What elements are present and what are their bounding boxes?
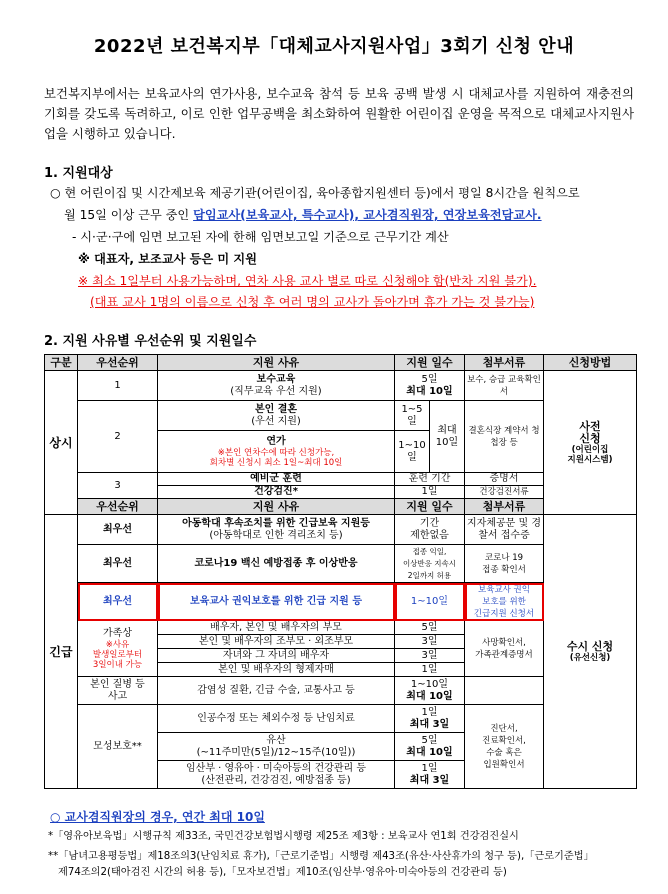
- method-line: (어린이집: [571, 444, 609, 455]
- docs-cell: 건강검진서류: [465, 486, 544, 499]
- days-cell: [395, 371, 465, 401]
- reason-main: 아동학대 후속조치를 위한 긴급보육 지원등: [182, 517, 370, 529]
- section1-sub3: ※ 최소 1일부터 사용가능하며, 연차 사용 교사 별로 따로 신청해야 함(반차 지원 불가).: [78, 274, 537, 288]
- days-cell: 훈련 기간: [395, 473, 465, 486]
- header-docs: 첨부서류: [465, 499, 544, 515]
- reason-sub: (직무교육 우선 지원): [230, 385, 322, 397]
- docs-cell: 지자체공문 및 경찰서 접수증: [465, 515, 544, 545]
- illness-line: 사고: [107, 690, 128, 702]
- days-cell: 1~10일: [395, 431, 430, 473]
- header-days: 지원 일수: [395, 499, 465, 515]
- priority-cell: 최우선: [78, 583, 158, 621]
- header-category: 구분: [45, 355, 78, 371]
- reason-main: 본인 결혼: [254, 403, 298, 415]
- reason-main: 연가: [266, 435, 286, 447]
- table-row: [45, 515, 637, 545]
- family-note: ※사유: [105, 639, 130, 650]
- docs-cell: [465, 545, 544, 583]
- days-max: 최대 10일: [406, 746, 453, 758]
- family-note: 3일이내 가능: [92, 659, 143, 670]
- days-main: 1일: [421, 706, 438, 718]
- reason-cell: [158, 431, 395, 473]
- reason-cell: 인공수정 또는 체외수정 등 난임치료: [158, 705, 395, 733]
- reason-cell: 코로나19 백신 예방접종 후 이상반응: [158, 545, 395, 583]
- table-header-row: [45, 355, 637, 371]
- method-regular: [544, 371, 637, 515]
- docs-line: 보육교사 권익: [478, 584, 530, 595]
- footnote-3: 제74조의2(태아검진 시간의 허용 등),「모자보건법」제10조(임산부·영유아·미숙아등의 건강관리 등): [58, 867, 507, 878]
- table-row: [45, 371, 637, 401]
- docs-cell-empty: [465, 677, 544, 705]
- days-line: 기간: [419, 517, 440, 529]
- reason-cell: 본인 및 배우자의 조부모 · 외조부모: [158, 635, 395, 649]
- days-max: 최대 10일: [406, 690, 453, 702]
- eligible-teachers-highlight: 담임교사(보육교사, 특수교사), 교사겸직원장, 연장보육전담교사.: [193, 208, 542, 222]
- docs-cell: 보수, 승급 교육확인서: [465, 371, 544, 401]
- docs-cell: [465, 621, 544, 677]
- header-days: 지원 일수: [395, 355, 465, 371]
- days-cell: [395, 515, 465, 545]
- days-cell: 1일: [395, 486, 465, 499]
- reason-cell: 건강검진*: [158, 486, 395, 499]
- section1-sub2: ※ 대표자, 보조교사 등은 미 지원: [78, 252, 257, 266]
- reason-cell: 감염성 질환, 긴급 수술, 교통사고 등: [158, 677, 395, 705]
- method-line: 사전: [579, 419, 601, 433]
- header-priority: 우선순위: [78, 355, 158, 371]
- reason-cell: 보육교사 권익보호를 위한 긴급 지원 등: [158, 583, 395, 621]
- days-max-line: 10일: [435, 436, 459, 448]
- family-line: 가족상: [103, 627, 132, 639]
- section1-bullet-a: ○ 현 어린이집 및 시간제보육 제공기관(어린이집, 육아종합지원센터 등)에서 평일 8시간을 원칙으로: [50, 186, 580, 200]
- method-urgent: [544, 515, 637, 789]
- method-line: (유선신청): [569, 652, 611, 663]
- days-line: 제한없음: [410, 529, 449, 541]
- docs-line: 입원확인서: [483, 759, 525, 770]
- reason-sub: (산전관리, 건강검진, 예방접종 등): [201, 774, 351, 786]
- section1-heading: 1. 지원대상: [44, 166, 113, 181]
- days-line: 이상반응 지속시: [402, 558, 457, 568]
- reason-sub: (~11주미만(5일)/12~15주(10일)): [196, 746, 356, 758]
- category-regular: 상시: [45, 371, 78, 515]
- intro-paragraph: 보건복지부에서는 보육교사의 연가사용, 보수교육 참석 등 보육 공백 발생 시 대체교사를 지원하여 재충전의 기회를 갖도록 독려하고, 이로 인한 업무공백을 최소화하여 원활한 어린이집 운영을 목적으로 대체교사지원사업을 시행하고 있습니다.: [44, 86, 634, 141]
- docs-line: 가족관계증명서: [475, 649, 533, 660]
- maternity-cell: 모성보호**: [78, 705, 158, 789]
- reason-note: 회차별 신청시 최소 1일~최대 10일: [209, 457, 343, 468]
- priority-cell: 2: [78, 401, 158, 473]
- support-table: [44, 354, 637, 789]
- reason-cell: [158, 401, 395, 431]
- docs-line: 진단서,: [490, 723, 518, 734]
- section1-sub1: - 시·군·구에 임면 보고된 자에 한해 임면보고일 기준으로 근무기간 계산: [72, 230, 449, 244]
- illness-line: 본인 질병 등: [90, 678, 145, 690]
- docs-line: 수술 혹은: [486, 747, 522, 758]
- days-main: 5일: [421, 373, 438, 385]
- page-title: 2022년 보건복지부「대체교사지원사업」3회기 신청 안내: [93, 36, 575, 57]
- days-cell: 3일: [395, 635, 465, 649]
- days-cell: 1~5일: [395, 401, 430, 431]
- days-cell: 1일: [395, 663, 465, 677]
- docs-cell: [465, 705, 544, 789]
- reason-note: ※본인 연차수에 따라 신청가능,: [217, 447, 335, 458]
- days-main: 1일: [421, 762, 438, 774]
- category-urgent: 긴급: [45, 515, 78, 789]
- docs-line: 사망확인서,: [482, 637, 526, 648]
- days-cell: [395, 761, 465, 789]
- method-line: 지원시스템): [567, 454, 613, 465]
- days-cell: [395, 705, 465, 733]
- reason-cell: [158, 733, 395, 761]
- days-cell: [395, 677, 465, 705]
- days-line: 접종 익일,: [412, 546, 447, 556]
- docs-line: 진료확인서,: [482, 735, 526, 746]
- days-main: 5일: [421, 734, 438, 746]
- header-reason: 지원 사유: [158, 499, 395, 515]
- family-cell: [78, 621, 158, 677]
- reason-sub: (아동학대로 인한 격리조치 등): [209, 529, 343, 541]
- docs-cell: [465, 583, 544, 621]
- days-max-cell: [430, 401, 465, 473]
- days-max: 최대 10일: [406, 385, 453, 397]
- days-cell: 3일: [395, 649, 465, 663]
- header-docs: 첨부서류: [465, 355, 544, 371]
- priority-cell: 3: [78, 473, 158, 499]
- reason-main: 유산: [266, 734, 286, 746]
- footnote-1: *「영유아보육법」시행규칙 제33조, 국민건강보험법시행령 제25조 제3항 : 보육교사 연1회 건강검진실시: [48, 831, 519, 842]
- reason-cell: [158, 515, 395, 545]
- footnote-2: **「남녀고용평등법」제18조의3(난임치료 휴가),「근로기준법」시행령 제43조(유산·사산휴가의 청구 등),「근로기준법」: [48, 851, 594, 862]
- reason-cell: 배우자, 본인 및 배우자의 부모: [158, 621, 395, 635]
- illness-cell: [78, 677, 158, 705]
- reason-cell: 예비군 훈련: [158, 473, 395, 486]
- reason-main: 임산부 · 영유아 · 미숙아등의 건강관리 등: [186, 762, 366, 774]
- days-line: 2일까지 허용: [407, 570, 452, 580]
- section1-bullet-b-prefix: 월 15일 이상 근무 중인: [64, 208, 194, 222]
- section2-heading: 2. 지원 사유별 우선순위 및 지원일수: [44, 334, 257, 349]
- section1-bullet-b: [64, 205, 542, 225]
- section1-sub4: (대표 교사 1명의 이름으로 신청 후 여러 명의 교사가 돌아가며 휴가 가는 것 불가능): [90, 295, 535, 309]
- days-max-line: 최대: [437, 424, 457, 436]
- reason-cell: [158, 761, 395, 789]
- priority-cell: 최우선: [78, 545, 158, 583]
- reason-cell: 자녀와 그 자녀의 배우자: [158, 649, 395, 663]
- reason-cell: [158, 371, 395, 401]
- reason-sub: (우선 지원): [251, 415, 301, 427]
- reason-main: 보수교육: [256, 373, 296, 385]
- days-main: 1~10일: [410, 678, 449, 690]
- family-note: 발생일로부터: [92, 649, 143, 660]
- reason-cell: 본인 및 배우자의 형제자매: [158, 663, 395, 677]
- docs-line: 보호를 위한: [482, 596, 526, 607]
- days-max: 최대 3일: [409, 718, 450, 730]
- docs-cell: 증명서: [465, 473, 544, 486]
- days-max: 최대 3일: [409, 774, 450, 786]
- priority-cell: 최우선: [78, 515, 158, 545]
- header-reason: 지원 사유: [158, 355, 395, 371]
- days-cell: [395, 545, 465, 583]
- days-cell: [395, 733, 465, 761]
- docs-cell: 결혼식장 계약서 청첩장 등: [465, 401, 544, 473]
- docs-line: 긴급지원 신청서: [473, 608, 535, 619]
- days-cell: 5일: [395, 621, 465, 635]
- days-cell: 1~10일: [395, 583, 465, 621]
- priority-cell: 1: [78, 371, 158, 401]
- header-priority: 우선순위: [78, 499, 158, 515]
- header-method: 신청방법: [544, 355, 637, 371]
- method-line: 수시 신청: [566, 639, 614, 653]
- method-line: 신청: [579, 431, 601, 445]
- docs-line: 접종 확인서: [482, 564, 526, 575]
- docs-line: 코로나 19: [484, 552, 524, 563]
- principal-note: ○ 교사겸직원장의 경우, 연간 최대 10일: [50, 810, 265, 824]
